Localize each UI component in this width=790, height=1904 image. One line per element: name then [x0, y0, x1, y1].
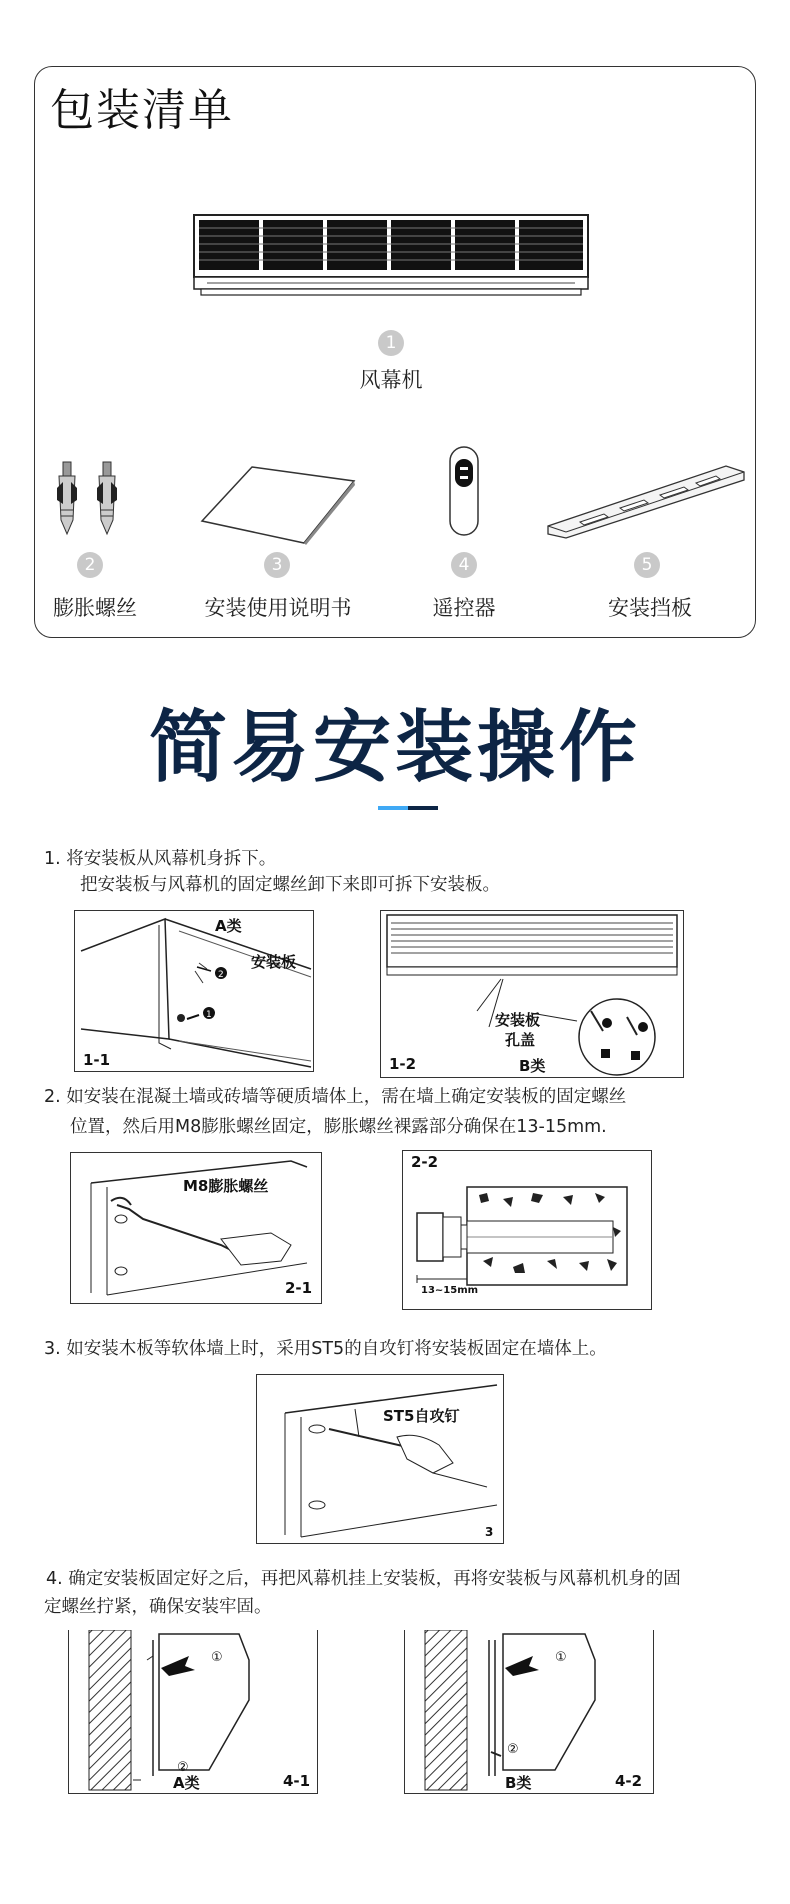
item-badge-1: 1 [378, 330, 404, 356]
fig-1-2-id: 1-2 [389, 1055, 417, 1073]
fig-1-2-label-2: 孔盖 [505, 1031, 536, 1049]
expansion-bolt-image [55, 460, 127, 540]
figure-4-2 [404, 1630, 654, 1794]
item-label-manual: 安装使用说明书 [204, 596, 352, 620]
title-underline-light [378, 806, 408, 810]
fig-4-2-callout-2: ② [507, 1742, 519, 1757]
figure-1-1 [74, 910, 314, 1072]
step-3-line-1: 3. 如安装木板等软体墙上时，采用ST5的自攻钉将安装板固定在墙体上。 [44, 1339, 607, 1359]
figure-3 [256, 1374, 504, 1544]
item-badge-2: 2 [77, 552, 103, 578]
figure-4-1 [68, 1630, 318, 1794]
mounting-plate-image [546, 460, 746, 540]
manual-image [200, 465, 356, 545]
fig-4-2-id: 4-2 [615, 1772, 643, 1790]
item-label-remote: 遥控器 [432, 596, 496, 620]
fig-2-2-id: 2-2 [411, 1153, 439, 1171]
fig-1-1-label: 安装板 [251, 953, 297, 971]
fig-2-1-label: M8膨胀螺丝 [183, 1177, 269, 1195]
item-badge-3: 3 [264, 552, 290, 578]
step-4-line-2: 定螺丝拧紧，确保安装牢固。 [44, 1597, 272, 1617]
fig-1-1-id: 1-1 [83, 1051, 111, 1069]
item-badge-4: 4 [451, 552, 477, 578]
step-4-line-1: 4. 确定安装板固定好之后，再把风幕机挂上安装板，再将安装板与风幕机机身的固 [46, 1569, 681, 1589]
svg-text:1: 1 [206, 1010, 212, 1020]
install-title: 简易安装操作 [148, 703, 641, 793]
fig-1-2-type: B类 [519, 1057, 546, 1075]
svg-text:2: 2 [218, 970, 224, 980]
step-2-line-2: 位置，然后用M8膨胀螺丝固定，膨胀螺丝裸露部分确保在13-15mm. [70, 1117, 607, 1137]
packing-list-title: 包装清单 [50, 85, 234, 136]
step-1-line-1: 1. 将安装板从风幕机身拆下。 [44, 849, 277, 869]
step-2-line-1: 2. 如安装在混凝土墙或砖墙等硬质墙体上，需在墙上确定安装板的固定螺丝 [44, 1087, 627, 1107]
remote-control-image [448, 445, 480, 537]
air-curtain-image [193, 214, 589, 300]
fig-2-1-id: 2-1 [285, 1279, 313, 1297]
fig-3-id: 3 [485, 1525, 494, 1539]
figure-2-2 [402, 1150, 652, 1310]
fig-4-2-callout-1: ① [555, 1650, 567, 1665]
fig-1-2-label-1: 安装板 [495, 1011, 541, 1029]
item-label-expansion-bolt: 膨胀螺丝 [53, 596, 137, 620]
fig-4-1-id: 4-1 [283, 1772, 311, 1790]
figure-2-1 [70, 1152, 322, 1304]
item-label-air-curtain: 风幕机 [359, 368, 423, 392]
fig-4-1-type: A类 [173, 1774, 200, 1792]
fig-4-1-callout-1: ① [211, 1650, 223, 1665]
fig-2-2-dimension: 13~15mm [421, 1285, 479, 1296]
figure-1-2 [380, 910, 684, 1078]
step-1-line-2: 把安装板与风幕机的固定螺丝卸下来即可拆下安装板。 [80, 875, 500, 895]
fig-3-label: ST5自攻钉 [383, 1407, 460, 1425]
fig-1-1-type: A类 [215, 917, 242, 935]
fig-4-2-type: B类 [505, 1774, 532, 1792]
fig-4-1-callout-2: ② [177, 1760, 189, 1775]
item-label-mounting-plate: 安装挡板 [608, 596, 692, 620]
item-badge-5: 5 [634, 552, 660, 578]
title-underline-dark [408, 806, 438, 810]
